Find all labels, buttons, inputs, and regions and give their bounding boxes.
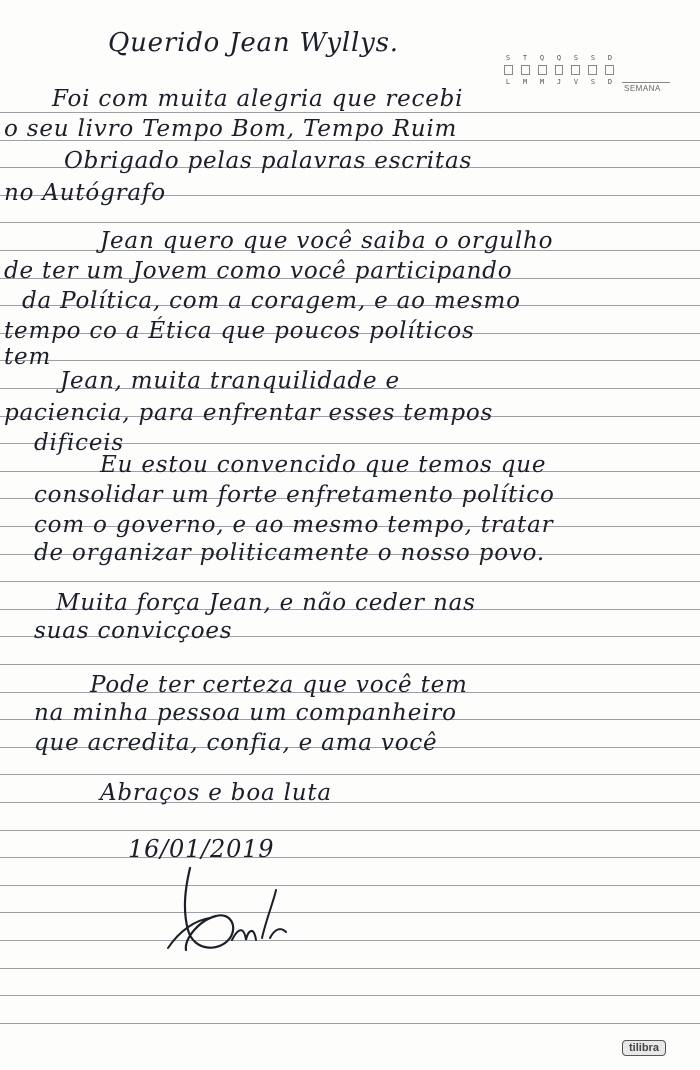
letter-line: Pode ter certeza que você tem [90,672,468,698]
rule-line [0,664,700,665]
weekday-letter: Q [539,54,545,62]
weekday-letters [500,54,618,62]
date-letter: J [556,78,562,86]
rule-line [0,112,700,113]
letter-line: o seu livro Tempo Bom, Tempo Ruim [4,116,458,142]
letter-line: de ter um Jovem como você participando [4,258,513,284]
letter-line: Jean, muita tranquilidade e [60,368,400,394]
letter-line: suas convicçoes [34,618,233,644]
weekday-letter: S [505,54,511,62]
rule-line [0,774,700,775]
rule-line [0,581,700,582]
letter-line: Foi com muita alegria que recebi [52,86,464,112]
letter-line: no Autógrafo [4,180,166,206]
letter-date: 16/01/2019 [128,835,275,863]
letter-line: paciencia, para enfrentar esses tempos [4,400,494,426]
letter-line: tem [4,344,52,370]
rule-line [0,1023,700,1024]
date-letters [500,78,618,86]
letter-line: da Política, com a coragem, e ao mesmo [22,288,521,314]
date-letter: M [522,78,528,86]
date-letter: S [590,78,596,86]
letter-line: na minha pessoa um companheiro [34,700,457,726]
weekday-letter: T [522,54,528,62]
letter-line: consolidar um forte enfretamento político [34,482,555,508]
greeting: Querido Jean Wyllys. [108,28,399,58]
rule-line [0,857,700,858]
week-label: SEMANA [624,84,661,93]
weekday-letter: S [573,54,579,62]
rule-line [0,995,700,996]
rule-line [0,968,700,969]
letter-line: de organizar politicamente o nosso povo. [34,540,546,566]
letter-line: que acredita, confia, e ama você [34,730,438,756]
letter-line: Eu estou convencido que temos que [100,452,547,478]
weekday-header [500,54,620,86]
weekday-letter: Q [556,54,562,62]
week-divider [622,82,670,83]
rule-line [0,912,700,913]
date-letter: V [573,78,579,86]
letter-line: Jean quero que você saiba o orgulho [100,228,554,254]
letter-line: Obrigado pelas palavras escritas [64,148,473,174]
weekday-letter: D [607,54,613,62]
letter-line: Muita força Jean, e não ceder nas [56,590,476,616]
letter-line: com o governo, e ao mesmo tempo, tratar [34,512,554,538]
weekday-letter: S [590,54,596,62]
rule-line [0,830,700,831]
weekday-boxes [500,65,618,75]
letter-line: dificeis [34,430,124,456]
date-letter: M [539,78,545,86]
date-letter: D [607,78,613,86]
letter-line: tempo co a Ética que poucos políticos [4,318,475,344]
signature [160,860,320,960]
rule-line [0,360,700,361]
date-letter: L [505,78,511,86]
rule-line [0,885,700,886]
rule-line [0,222,700,223]
brand-logo: tilibra [622,1040,666,1056]
rule-line [0,940,700,941]
closing: Abraços e boa luta [100,780,332,806]
